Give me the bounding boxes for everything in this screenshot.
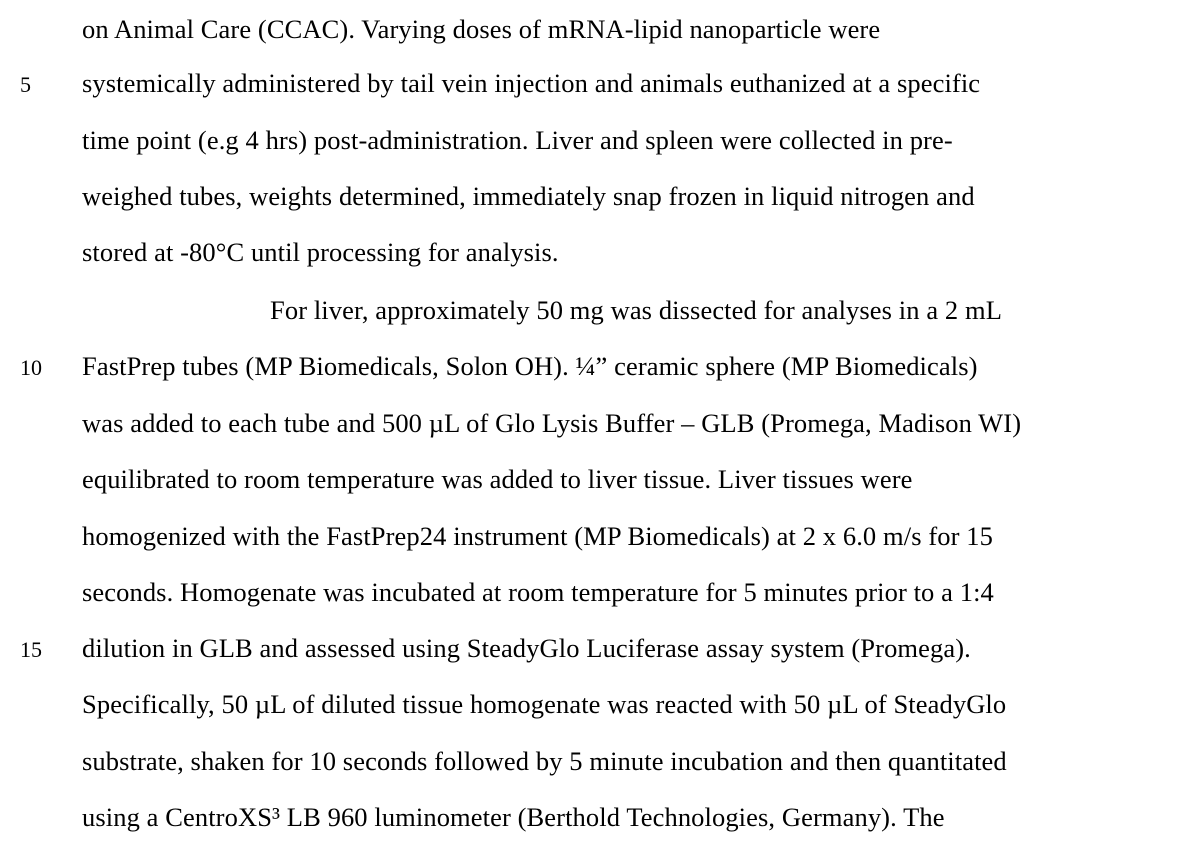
text-line: stored at -80°C until processing for analysis. — [82, 237, 559, 267]
text-line: FastPrep tubes (MP Biomedicals, Solon OH). ¼” ceramic sphere (MP Biomedicals) — [82, 351, 978, 381]
text-line: time point (e.g 4 hrs) post-administration. Liver and spleen were collected in pre- — [82, 125, 953, 155]
text-line: seconds. Homogenate was incubated at room temperature for 5 minutes prior to a 1:4 — [82, 577, 994, 607]
line-number: 15 — [20, 637, 42, 662]
text-line: Specifically, 50 µL of diluted tissue homogenate was reacted with 50 µL of SteadyGlo — [82, 689, 1007, 719]
line-number: 5 — [20, 72, 31, 97]
text-line: was added to each tube and 500 µL of Glo Lysis Buffer – GLB (Promega, Madison WI) — [82, 408, 1022, 438]
text-line: on Animal Care (CCAC). Varying doses of mRNA-lipid nanoparticle were — [82, 14, 881, 44]
text-line: substrate, shaken for 10 seconds followed by 5 minute incubation and then quantitated — [82, 746, 1007, 776]
text-line: For liver, approximately 50 mg was dissected for analyses in a 2 mL — [270, 295, 1003, 325]
text-line: systemically administered by tail vein injection and animals euthanized at a specific — [82, 68, 981, 98]
text-line: homogenized with the FastPrep24 instrument (MP Biomedicals) at 2 x 6.0 m/s for 15 — [82, 521, 993, 551]
text-line: equilibrated to room temperature was added to liver tissue. Liver tissues were — [82, 464, 913, 494]
line-number: 10 — [20, 355, 42, 380]
text-line: dilution in GLB and assessed using SteadyGlo Luciferase assay system (Promega). — [82, 633, 971, 663]
text-line: using a CentroXS³ LB 960 luminometer (Berthold Technologies, Germany). The — [82, 802, 945, 832]
text-line: weighed tubes, weights determined, immediately snap frozen in liquid nitrogen and — [82, 181, 975, 211]
